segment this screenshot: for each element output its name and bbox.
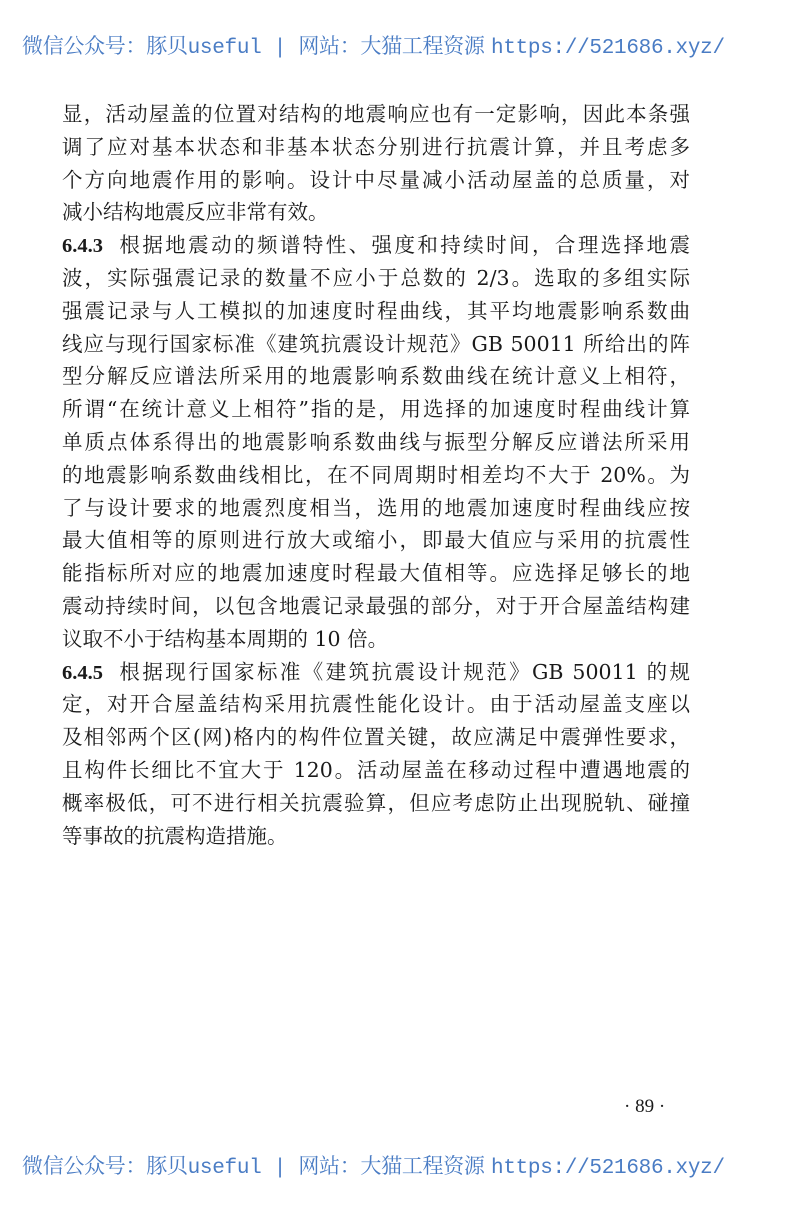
- line-text: 能指标所对应的地震加速度时程最大值相等。应选择足够长的地: [62, 561, 690, 586]
- line-text: 显，活动屋盖的位置对结构的地震响应也有一定影响，因此本条强: [62, 102, 690, 126]
- watermark-separator: |: [261, 1157, 299, 1180]
- line-text: 根据地震动的频谱特性、强度和持续时间，合理选择地震: [117, 233, 690, 258]
- line-text: 最大值相等的原则进行放大或缩小，即最大值应与采用的抗震性: [62, 528, 690, 553]
- text-line: [62, 754, 690, 787]
- watermark-prefix: 微信公众号：豚贝: [22, 34, 188, 58]
- clause-number: 6.4.3: [62, 235, 103, 258]
- text-line: [62, 262, 690, 295]
- line-text: 及相邻两个区(网)格内的构件位置关键，故应满足中震弹性要求，: [62, 725, 690, 750]
- line-text: 个方向地震作用的影响。设计中尽量减小活动屋盖的总质量，对: [62, 167, 690, 192]
- watermark-bottom: [22, 1150, 792, 1180]
- document-body: [62, 98, 690, 852]
- line-text: 强震记录与人工模拟的加速度时程曲线，其平均地震影响系数曲: [62, 298, 690, 323]
- watermark-top: [22, 30, 792, 60]
- text-line: [62, 426, 690, 459]
- line-text: 型分解反应谱法所采用的地震影响系数曲线在统计意义上相符，: [62, 364, 690, 389]
- text-line: [62, 393, 690, 426]
- text-line: [62, 492, 690, 525]
- watermark-prefix: 微信公众号：豚贝: [22, 1154, 188, 1178]
- watermark-separator: |: [261, 37, 299, 60]
- line-text: 议取不小于结构基本周期的 10 倍。: [62, 626, 389, 651]
- text-line: [62, 656, 690, 689]
- line-text: 根据现行国家标准《建筑抗震设计规范》GB 50011 的规: [117, 659, 690, 684]
- line-text: 等事故的抗震构造措施。: [62, 823, 288, 848]
- page-number: · 89 ·: [624, 1096, 666, 1117]
- text-line: [62, 524, 690, 557]
- text-line: [62, 787, 690, 820]
- line-text: 且构件长细比不宜大于 120。活动屋盖在移动过程中遭遇地震的: [62, 757, 690, 782]
- clause-number: 6.4.5: [62, 661, 103, 684]
- line-text: 减小结构地震反应非常有效。: [62, 200, 329, 225]
- watermark-useful: useful: [187, 1157, 262, 1180]
- text-line: [62, 557, 690, 590]
- text-line: [62, 623, 690, 656]
- text-line: [62, 590, 690, 623]
- text-line: [62, 196, 690, 229]
- text-line: [62, 295, 690, 328]
- text-line: [62, 164, 690, 197]
- line-text: 所谓“在统计意义上相符”指的是，用选择的加速度时程曲线计算: [62, 397, 690, 422]
- text-line: [62, 131, 690, 164]
- watermark-useful: useful: [187, 37, 262, 60]
- text-line: [62, 98, 690, 131]
- line-text: 概率极低，可不进行相关抗震验算，但应考虑防止出现脱轨、碰撞: [62, 790, 690, 815]
- line-text: 线应与现行国家标准《建筑抗震设计规范》GB 50011 所给出的阵: [62, 331, 690, 356]
- watermark-url[interactable]: https://521686.xyz/: [491, 37, 725, 60]
- text-line: [62, 721, 690, 754]
- text-line: [62, 360, 690, 393]
- line-text: 了与设计要求的地震烈度相当，选用的地震加速度时程曲线应按: [62, 495, 690, 520]
- text-line: [62, 688, 690, 721]
- text-line: [62, 459, 690, 492]
- line-text: 定，对开合屋盖结构采用抗震性能化设计。由于活动屋盖支座以: [62, 692, 690, 717]
- text-line: [62, 820, 690, 853]
- line-text: 震动持续时间，以包含地震记录最强的部分，对于开合屋盖结构建: [62, 593, 690, 618]
- watermark-site: 网站：大猫工程资源: [298, 1154, 492, 1178]
- line-text: 的地震影响系数曲线相比，在不同周期时相差均不大于 20%。为: [62, 462, 690, 487]
- line-text: 波，实际强震记录的数量不应小于总数的 2/3。选取的多组实际: [62, 265, 690, 290]
- watermark-site: 网站：大猫工程资源: [298, 34, 492, 58]
- line-text: 单质点体系得出的地震影响系数曲线与振型分解反应谱法所采用: [62, 429, 690, 454]
- watermark-url[interactable]: https://521686.xyz/: [491, 1157, 725, 1180]
- line-text: 调了应对基本状态和非基本状态分别进行抗震计算，并且考虑多: [62, 134, 690, 159]
- text-line: [62, 229, 690, 262]
- text-line: [62, 328, 690, 361]
